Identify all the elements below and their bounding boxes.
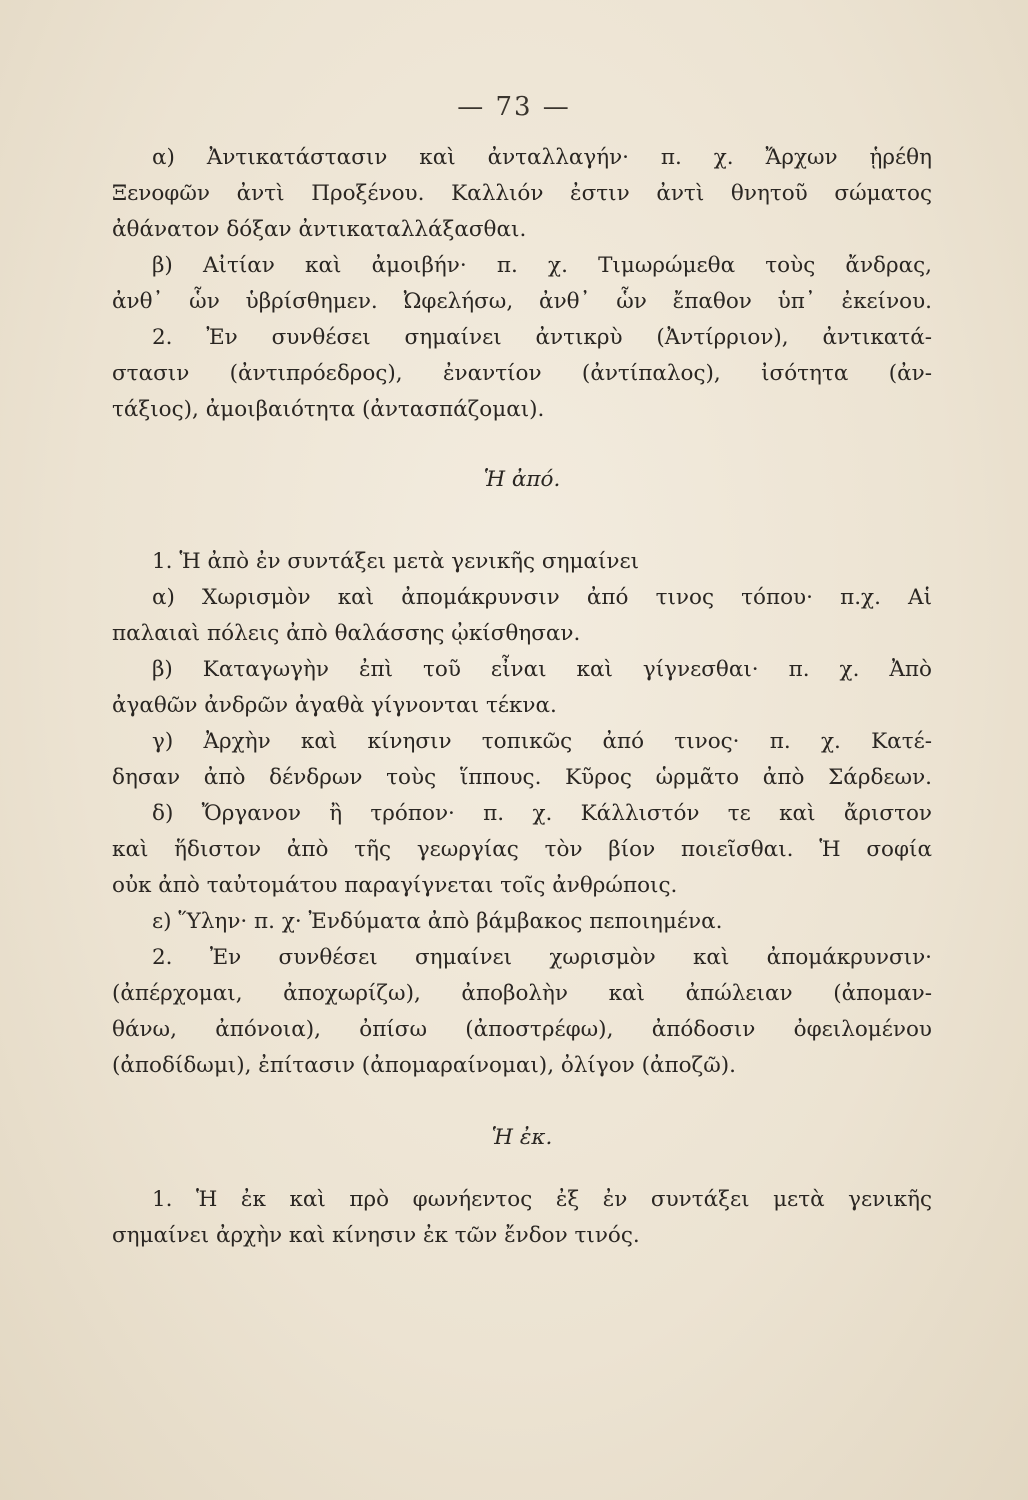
- text-line: ε) Ὕλην· π. χ· Ἐνδύματα ἀπὸ βάμβακος πεποιημένα.: [152, 909, 723, 934]
- text-line: ἀθάνατον δόξαν ἀντικαταλλάξασθαι.: [112, 217, 527, 242]
- text-line: στασιν (ἀντιπρόεδρος), ἐναντίον (ἀντίπαλος), ἰσότητα (ἀν-: [112, 361, 932, 386]
- text-line: 2. Ἐν συνθέσει σημαίνει ἀντικρὺ (Ἀντίρριον), ἀντικατά-: [152, 325, 932, 350]
- section-heading-ek: Ἡ ἐκ.: [491, 1125, 553, 1150]
- section-heading-apo: Ἡ ἀπό.: [483, 467, 561, 492]
- spacer: [112, 1084, 932, 1120]
- text-line: σημαίνει ἀρχὴν καὶ κίνησιν ἐκ τῶν ἔνδον τινός.: [112, 1223, 640, 1248]
- text-line: α) Ἀντικατάστασιν καὶ ἀνταλλαγήν· π. χ. Ἄρχων ᾑρέθη: [152, 145, 932, 170]
- text-line: 2. Ἐν συνθέσει σημαίνει χωρισμὸν καὶ ἀπομάκρυνσιν·: [152, 945, 932, 970]
- spacer: [112, 1156, 932, 1182]
- text-line: ἀγαθῶν ἀνδρῶν ἀγαθὰ γίγνονται τέκνα.: [112, 693, 557, 718]
- text-line: οὐκ ἀπὸ ταὐτομάτου παραγίγνεται τοῖς ἀνθρώποις.: [112, 873, 678, 898]
- text-line: δ) Ὄργανον ἢ τρόπον· π. χ. Κάλλιστόν τε καὶ ἄριστον: [152, 801, 932, 826]
- text-line: 1. Ἡ ἀπὸ ἐν συντάξει μετὰ γενικῆς σημαίνει: [152, 549, 640, 574]
- text-line: α) Χωρισμὸν καὶ ἀπομάκρυνσιν ἀπό τινος τόπου· π.χ. Αἱ: [152, 585, 932, 610]
- text-line: δησαν ἀπὸ δένδρων τοὺς ἵππους. Κῦρος ὡρμᾶτο ἀπὸ Σάρδεων.: [112, 765, 932, 790]
- text-line: (ἀποδίδωμι), ἐπίτασιν (ἀπομαραίνομαι), ὀλίγον (ἀποζῶ).: [112, 1053, 736, 1078]
- body-text: [112, 140, 932, 1254]
- spacer: [112, 428, 932, 462]
- text-line: θάνω, ἀπόνοια), ὀπίσω (ἀποστρέφω), ἀπόδοσιν ὀφειλομένου: [112, 1017, 932, 1042]
- text-line: γ) Ἀρχὴν καὶ κίνησιν τοπικῶς ἀπό τινος· π. χ. Κατέ-: [152, 729, 932, 754]
- page-number: — 73 —: [457, 92, 571, 122]
- text-line: τάξιος), ἀμοιβαιότητα (ἀντασπάζομαι).: [112, 397, 545, 422]
- text-line: β) Καταγωγὴν ἐπὶ τοῦ εἶναι καὶ γίγνεσθαι· π. χ. Ἀπὸ: [152, 657, 932, 682]
- text-line: (ἀπέρχομαι, ἀποχωρίζω), ἀποβολὴν καὶ ἀπώλειαν (ἀπομαν-: [112, 981, 932, 1006]
- text-line: παλαιαὶ πόλεις ἀπὸ θαλάσσης ᾠκίσθησαν.: [112, 621, 581, 646]
- text-line: 1. Ἡ ἐκ καὶ πρὸ φωνήεντος ἐξ ἐν συντάξει μετὰ γενικῆς: [152, 1187, 932, 1212]
- text-line: β) Αἰτίαν καὶ ἀμοιβήν· π. χ. Τιμωρώμεθα τοὺς ἄνδρας,: [152, 253, 932, 278]
- text-line: καὶ ἥδιστον ἀπὸ τῆς γεωργίας τὸν βίον ποιεῖσθαι. Ἡ σοφία: [112, 837, 932, 862]
- text-line: Ξενοφῶν ἀντὶ Προξένου. Καλλιόν ἐστιν ἀντὶ θνητοῦ σώματος: [112, 181, 932, 206]
- spacer: [112, 498, 932, 544]
- text-line: ἀνθ᾽ ὧν ὑβρίσθημεν. Ὠφελήσω, ἀνθ᾽ ὧν ἔπαθον ὑπ᾽ ἐκείνου.: [112, 289, 932, 314]
